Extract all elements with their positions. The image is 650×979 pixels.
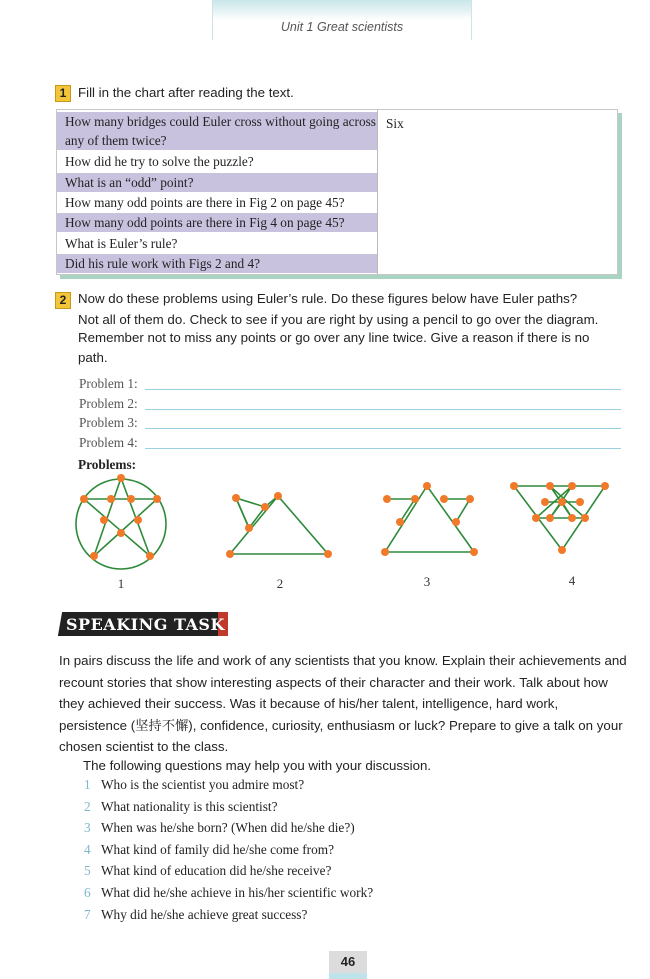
figure-4-inverted-triangle <box>514 486 605 550</box>
problem-line-1[interactable] <box>79 376 138 392</box>
problem-line-2[interactable] <box>79 396 138 412</box>
exercise2-instruction-line: path. <box>78 350 108 365</box>
answer-rule[interactable] <box>145 409 621 410</box>
exercise-number-badge: 1 <box>55 85 71 102</box>
problem-label: Problem 1: <box>79 376 138 391</box>
list-item: 2 What nationality is this scientist? <box>84 798 278 814</box>
figure-label-1: 1 <box>117 576 125 591</box>
answer-rule[interactable] <box>145 428 621 429</box>
exercise2-instruction-line: Not all of them do. Check to see if you are right by using a pencil to go over the diagram. <box>78 312 599 327</box>
chart-row-1: How many bridges could Euler cross without going across any of them twice? <box>57 112 377 150</box>
page-number <box>329 951 367 973</box>
chart-row-3: What is an “odd” point? <box>57 173 377 192</box>
exercise-number-badge: 2 <box>55 292 71 309</box>
list-item: 1 Who is the scientist you admire most? <box>84 777 305 792</box>
list-item: 4 What kind of family did he/she come from? <box>84 841 334 857</box>
speaking-task-paragraph: In pairs discuss the life and work of any scientists that you know. Explain their achievements and recount stories that show interesting aspects of their character and their work. Talk about how they achieved their success. Was it because of his/her talent, intelligence, hard work, persistence (坚持不懈), confidence, curiosity, enthusiasm or luck? Prepare to give a talk on your chosen scientist to the class. <box>59 653 627 754</box>
problem-figures <box>0 470 650 590</box>
discussion-questions <box>84 777 373 928</box>
list-item: 6 What did he/she achieve in his/her scientific work? <box>84 884 374 900</box>
questions-intro: The following questions may help you with your discussion. <box>83 758 432 773</box>
exercise2-instruction-line: Now do these problems using Euler’s rule. Do these figures below have Euler paths? <box>78 291 578 306</box>
problem-label: Problem 3: <box>79 415 138 430</box>
chart-row-2: How did he try to solve the puzzle? <box>65 154 254 169</box>
chart-row-4: How many odd points are there in Fig 2 on page 45? <box>65 195 345 210</box>
figure-label-4: 4 <box>568 573 576 588</box>
answer-rule[interactable] <box>145 389 621 390</box>
chart-row-7: Did his rule work with Figs 2 and 4? <box>57 254 377 273</box>
chart-row-6: What is Euler’s rule? <box>65 236 178 251</box>
header-band <box>212 0 472 40</box>
question-chart <box>56 109 618 275</box>
chart-divider <box>377 110 378 274</box>
problem-line-4[interactable] <box>79 435 138 451</box>
exercise1-instruction: Fill in the chart after reading the text. <box>78 85 294 100</box>
problem-label: Problem 2: <box>79 396 138 411</box>
page-number-stripe <box>329 973 367 979</box>
unit-title: Unit 1 Great scientists <box>280 20 404 34</box>
speaking-task-heading <box>60 612 226 636</box>
chart-answer[interactable]: Six <box>386 116 404 131</box>
speaking-task-title: SPEAKING TASK <box>66 615 225 634</box>
page-number-text: 46 <box>340 954 356 969</box>
figure-label-2: 2 <box>276 576 284 591</box>
chart-row-5: How many odd points are there in Fig 4 on page 45? <box>57 213 377 232</box>
answer-rule[interactable] <box>145 448 621 449</box>
list-item: 7 Why did he/she achieve great success? <box>84 906 308 922</box>
figure-label-3: 3 <box>423 574 431 589</box>
problem-label: Problem 4: <box>79 435 138 450</box>
exercise2-instruction-line: Remember not to miss any points or go over any line twice. Give a reason if there is no <box>78 330 590 345</box>
list-item: 5 What kind of education did he/she receive? <box>84 863 332 879</box>
list-item: 3 When was he/she born? (When did he/she die?) <box>84 820 355 836</box>
problems-title: Problems: <box>78 457 137 472</box>
figure-2-triangle <box>230 496 328 554</box>
problem-line-3[interactable] <box>79 415 138 431</box>
